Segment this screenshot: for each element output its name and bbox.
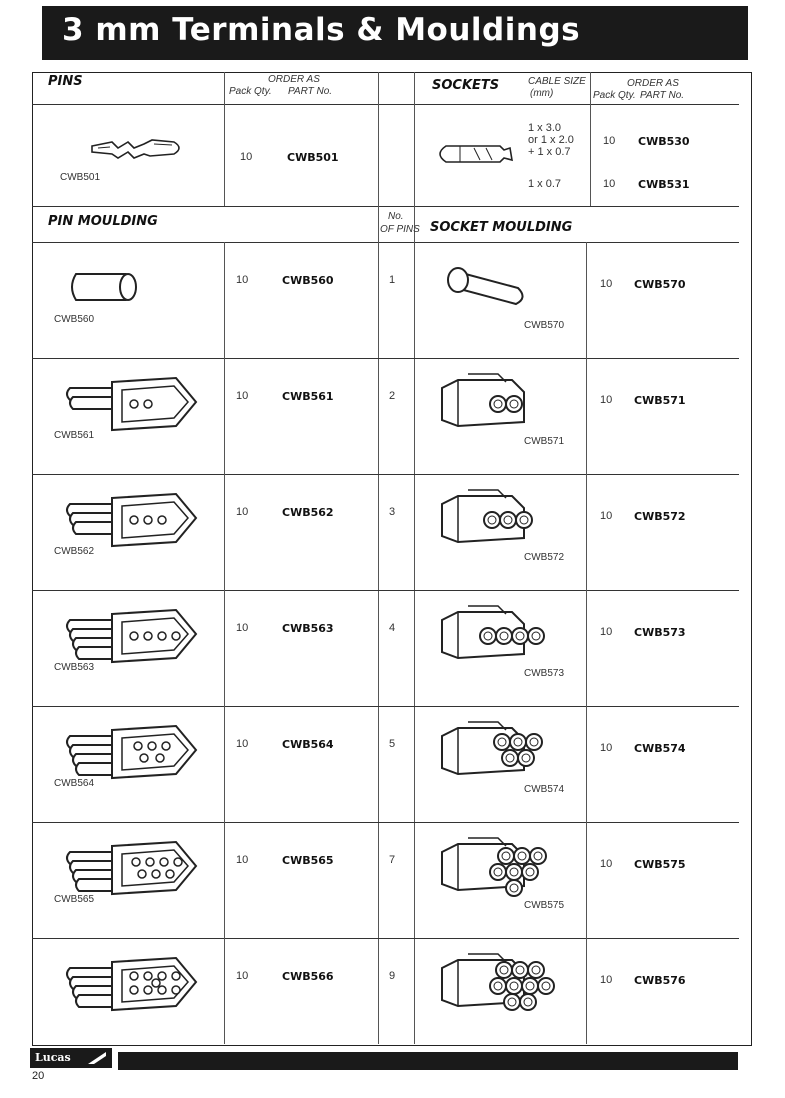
pin-moulding-qty: 10 xyxy=(236,506,249,518)
pack-qty-label: Pack Qty. xyxy=(229,86,272,97)
number-of-pins: 2 xyxy=(389,390,396,402)
pin-moulding-part: CWB565 xyxy=(282,854,334,867)
pin-moulding-illustration xyxy=(56,484,206,554)
pin-moulding-part: CWB566 xyxy=(282,970,334,983)
order-as-label: ORDER AS xyxy=(268,74,320,85)
page-number: 20 xyxy=(32,1070,45,1082)
divider xyxy=(32,242,739,243)
divider xyxy=(224,242,225,1044)
no-label: No. xyxy=(388,211,404,222)
socket-terminal-qty-2: 10 xyxy=(603,178,616,190)
divider xyxy=(224,72,225,206)
pin-terminal-illustration xyxy=(88,134,188,164)
socket-moulding-label: CWB572 xyxy=(524,552,565,563)
socket-terminal-qty-1: 10 xyxy=(603,135,616,147)
socket-moulding-qty: 10 xyxy=(600,510,613,522)
divider xyxy=(32,104,739,105)
pin-moulding-illustration xyxy=(56,832,206,902)
pin-moulding-part: CWB560 xyxy=(282,274,334,287)
socket-moulding-label: CWB570 xyxy=(524,320,565,331)
row-divider xyxy=(32,474,739,475)
pin-moulding-illustration xyxy=(56,368,206,438)
pin-moulding-label: CWB563 xyxy=(54,662,95,673)
cable-size-line-2: or 1 x 2.0 xyxy=(528,134,574,146)
cable-size-line-4: 1 x 0.7 xyxy=(528,178,562,190)
divider xyxy=(378,72,379,1044)
socket-moulding-part: CWB570 xyxy=(634,278,686,291)
of-pins-label: OF PINS xyxy=(380,224,420,235)
socket-moulding-qty: 10 xyxy=(600,394,613,406)
socket-moulding-label: CWB571 xyxy=(524,436,565,447)
socket-moulding-illustration xyxy=(428,944,558,1024)
socket-moulding-illustration xyxy=(428,480,558,560)
socket-moulding-illustration xyxy=(428,828,558,908)
pin-moulding-illustration xyxy=(56,716,206,786)
pin-moulding-qty: 10 xyxy=(236,738,249,750)
part-no-right-label: PART No. xyxy=(640,90,685,101)
socket-moulding-label: CWB573 xyxy=(524,668,565,679)
socket-moulding-qty: 10 xyxy=(600,278,613,290)
row-divider xyxy=(32,822,739,823)
order-as-right-label: ORDER AS xyxy=(627,78,679,89)
cable-size-line-1: 1 x 3.0 xyxy=(528,122,562,134)
pin-terminal-part: CWB501 xyxy=(287,151,339,164)
socket-moulding-qty: 10 xyxy=(600,742,613,754)
pin-moulding-label: CWB565 xyxy=(54,894,95,905)
pin-moulding-qty: 10 xyxy=(236,970,249,982)
pin-moulding-qty: 10 xyxy=(236,622,249,634)
socket-moulding-part: CWB571 xyxy=(634,394,686,407)
divider xyxy=(414,72,415,1044)
socket-moulding-qty: 10 xyxy=(600,626,613,638)
socket-moulding-qty: 10 xyxy=(600,974,613,986)
pin-moulding-label: CWB561 xyxy=(54,430,95,441)
pin-moulding-header: PIN MOULDING xyxy=(48,214,158,229)
divider xyxy=(32,206,739,207)
title-bar xyxy=(42,6,748,60)
page-title: 3 mm Terminals & Mouldings xyxy=(62,12,581,48)
number-of-pins: 9 xyxy=(389,970,396,982)
number-of-pins: 3 xyxy=(389,506,396,518)
divider xyxy=(586,242,587,1044)
pin-moulding-qty: 10 xyxy=(236,390,249,402)
part-no-label: PART No. xyxy=(288,86,333,97)
socket-moulding-part: CWB572 xyxy=(634,510,686,523)
socket-moulding-header: SOCKET MOULDING xyxy=(430,220,573,235)
sockets-header: SOCKETS xyxy=(432,78,500,93)
pin-terminal-qty: 10 xyxy=(240,151,253,163)
number-of-pins: 1 xyxy=(389,274,396,286)
row-divider xyxy=(32,590,739,591)
socket-moulding-part: CWB574 xyxy=(634,742,686,755)
pack-qty-right-label: Pack Qty. xyxy=(593,90,636,101)
logo-mark-icon xyxy=(86,1050,108,1066)
socket-moulding-part: CWB576 xyxy=(634,974,686,987)
pin-moulding-illustration xyxy=(56,252,206,322)
row-divider xyxy=(32,706,739,707)
cable-size-line-3: + 1 x 0.7 xyxy=(528,146,571,158)
number-of-pins: 5 xyxy=(389,738,396,750)
pin-moulding-label: CWB562 xyxy=(54,546,95,557)
footer-bar xyxy=(118,1052,738,1070)
pin-moulding-qty: 10 xyxy=(236,854,249,866)
number-of-pins: 7 xyxy=(389,854,396,866)
pin-moulding-part: CWB564 xyxy=(282,738,334,751)
pin-moulding-part: CWB561 xyxy=(282,390,334,403)
socket-moulding-illustration xyxy=(428,596,558,676)
pin-moulding-label: CWB560 xyxy=(54,314,95,325)
number-of-pins: 4 xyxy=(389,622,396,634)
logo-text: Lucas xyxy=(35,1051,71,1064)
pin-moulding-illustration xyxy=(56,600,206,670)
socket-moulding-illustration xyxy=(428,364,558,444)
socket-terminal-part-1: CWB530 xyxy=(638,135,690,148)
pin-moulding-illustration xyxy=(56,948,206,1018)
row-divider xyxy=(32,938,739,939)
divider xyxy=(590,72,591,206)
pin-terminal-label: CWB501 xyxy=(60,172,101,183)
lucas-logo xyxy=(30,1048,112,1068)
socket-terminal-illustration xyxy=(430,138,520,168)
cable-size-unit: (mm) xyxy=(530,88,554,99)
socket-moulding-part: CWB573 xyxy=(634,626,686,639)
socket-terminal-part-2: CWB531 xyxy=(638,178,690,191)
pin-moulding-part: CWB562 xyxy=(282,506,334,519)
socket-moulding-qty: 10 xyxy=(600,858,613,870)
pin-moulding-label: CWB564 xyxy=(54,778,95,789)
pins-header: PINS xyxy=(48,74,83,89)
socket-moulding-illustration xyxy=(428,248,558,328)
pin-moulding-qty: 10 xyxy=(236,274,249,286)
socket-moulding-illustration xyxy=(428,712,558,792)
row-divider xyxy=(32,358,739,359)
socket-moulding-part: CWB575 xyxy=(634,858,686,871)
pin-moulding-part: CWB563 xyxy=(282,622,334,635)
cable-size-label: CABLE SIZE xyxy=(528,76,586,87)
socket-moulding-label: CWB574 xyxy=(524,784,565,795)
socket-moulding-label: CWB575 xyxy=(524,900,565,911)
